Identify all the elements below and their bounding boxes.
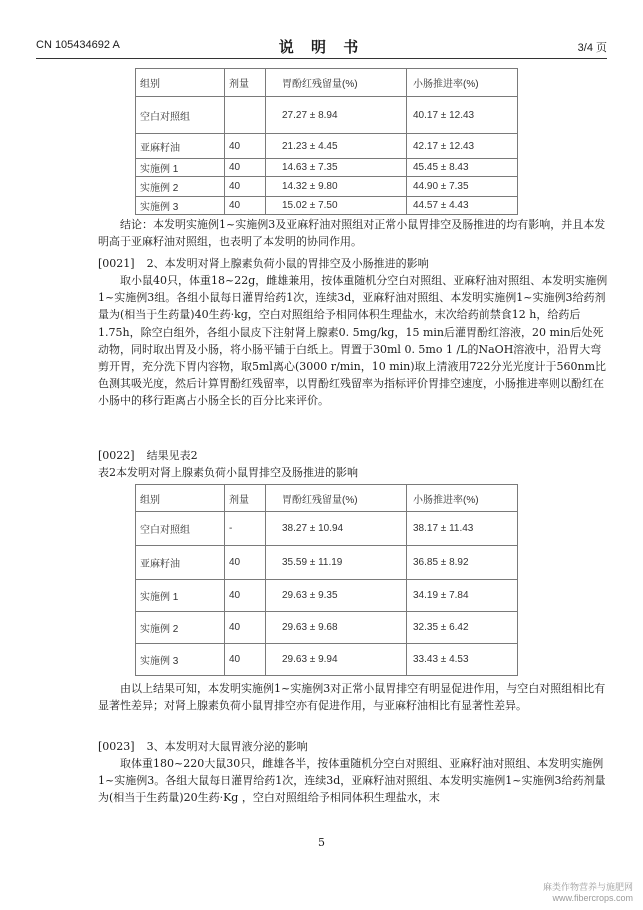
table-cell bbox=[225, 97, 266, 134]
header-divider bbox=[36, 58, 607, 59]
table-cell: 29.63 ± 9.68 bbox=[266, 612, 407, 644]
table-cell: 实施例 3 bbox=[136, 197, 225, 215]
table-cell: 40 bbox=[225, 612, 266, 644]
table-row bbox=[136, 580, 518, 612]
page-number: 5 bbox=[318, 836, 325, 849]
table-cell: 35.59 ± 11.19 bbox=[266, 546, 407, 580]
table-cell: 32.35 ± 6.42 bbox=[407, 612, 518, 644]
watermark bbox=[543, 882, 633, 904]
table-cell: 40 bbox=[225, 159, 266, 177]
table-cell: 亚麻籽油 bbox=[136, 546, 225, 580]
table-cell: 空白对照组 bbox=[136, 512, 225, 546]
table-cell: 34.19 ± 7.84 bbox=[407, 580, 518, 612]
table-header-row bbox=[136, 69, 518, 97]
table-cell: 29.63 ± 9.35 bbox=[266, 580, 407, 612]
table-row bbox=[136, 546, 518, 580]
table-cell: 40 bbox=[225, 546, 266, 580]
table-header-row bbox=[136, 485, 518, 512]
paragraph-heading: 2、本发明对肾上腺素负荷小鼠的胃排空及小肠推进的影响 bbox=[146, 257, 429, 270]
paragraph-0022-heading bbox=[98, 447, 198, 463]
paragraph-0023-body: 取体重180~220大鼠30只，雌雄各半，按体重随机分空白对照组、亚麻籽油对照组、本发明实施例1~实施例3。各组大鼠每日灌胃给药1次，连续3d，亚麻籽油对照组、本发明实施例1~实施例3给药剂量为(相当于生药量)20生药·Kg ，空白对照组给予相同体积生理盐水，末 bbox=[98, 757, 606, 805]
conclusion-1: 结论：本发明实施例1~实施例3及亚麻籽油对照组对正常小鼠胃排空及肠推进的均有影响，并且本发明高于亚麻籽油对照组，也表明了本发明的协同作用。 bbox=[98, 218, 606, 249]
table-cell: - bbox=[225, 512, 266, 546]
paragraph-number: [0022] bbox=[98, 449, 135, 462]
table-1 bbox=[135, 68, 518, 215]
table-row bbox=[136, 177, 518, 197]
page-indicator: 3/4 页 bbox=[577, 42, 607, 54]
table-cell: 40 bbox=[225, 177, 266, 197]
patent-number: CN 105434692 A bbox=[36, 39, 120, 51]
table-cell: 45.45 ± 8.43 bbox=[407, 159, 518, 177]
table-cell: 21.23 ± 4.45 bbox=[266, 134, 407, 159]
table-row bbox=[136, 612, 518, 644]
paragraph-heading: 3、本发明对大鼠胃液分泌的影响 bbox=[146, 740, 308, 753]
table-cell: 40.17 ± 12.43 bbox=[407, 97, 518, 134]
table-row bbox=[136, 97, 518, 134]
table-header-cell: 组别 bbox=[136, 69, 225, 97]
paragraph-0023-heading bbox=[98, 738, 308, 754]
table-row bbox=[136, 134, 518, 159]
table-row bbox=[136, 512, 518, 546]
table-cell: 实施例 2 bbox=[136, 612, 225, 644]
table-cell: 15.02 ± 7.50 bbox=[266, 197, 407, 215]
table-cell: 实施例 1 bbox=[136, 159, 225, 177]
table-header-cell: 组别 bbox=[136, 485, 225, 512]
table-cell: 44.90 ± 7.35 bbox=[407, 177, 518, 197]
conclusion-2: 由以上结果可知，本发明实施例1~实施例3对正常小鼠胃排空有明显促进作用，与空白对照组相比有显著性差异；对肾上腺素负荷小鼠胃排空亦有促进作用，与亚麻籽油相比有显著性差异。 bbox=[98, 682, 606, 713]
paragraph-number: [0021] bbox=[98, 257, 135, 270]
table-cell: 38.17 ± 11.43 bbox=[407, 512, 518, 546]
table-header-cell: 小肠推进率(%) bbox=[407, 69, 518, 97]
table-cell: 38.27 ± 10.94 bbox=[266, 512, 407, 546]
table-cell: 27.27 ± 8.94 bbox=[266, 97, 407, 134]
table-row bbox=[136, 197, 518, 215]
table-cell: 36.85 ± 8.92 bbox=[407, 546, 518, 580]
table-2 bbox=[135, 484, 518, 676]
table-cell: 14.63 ± 7.35 bbox=[266, 159, 407, 177]
table-cell: 实施例 3 bbox=[136, 644, 225, 676]
table-2-caption: 表2本发明对肾上腺素负荷小鼠胃排空及肠推进的影响 bbox=[98, 466, 358, 479]
table-header-cell: 胃酚红残留量(%) bbox=[266, 69, 407, 97]
watermark-site-name: 麻类作物营养与施肥网 bbox=[542, 882, 633, 892]
table-row bbox=[136, 644, 518, 676]
table-cell: 空白对照组 bbox=[136, 97, 225, 134]
table-header-cell: 剂量 bbox=[225, 69, 266, 97]
table-cell: 亚麻籽油 bbox=[136, 134, 225, 159]
table-cell: 33.43 ± 4.53 bbox=[407, 644, 518, 676]
table-cell: 实施例 1 bbox=[136, 580, 225, 612]
table-row bbox=[136, 159, 518, 177]
table-cell: 40 bbox=[225, 644, 266, 676]
paragraph-0021-body: 取小鼠40只，体重18~22g，雌雄兼用，按体重随机分空白对照组、亚麻籽油对照组、本发明实施例1~实施例3组。各组小鼠每日灌胃给药1次，连续3d，亚麻籽油对照组、本发明实施例1~实施例3给药剂量为(相当于生药量)40生药·kg，空白对照组给予相同体积生理盐水，末次给药前禁食12 h，给药后1.75h，除空白组外，各组小鼠皮下注射肾上腺素0. 5mg/kg，15 min后灌胃酚红溶液，20 min后处死动物，同时取出胃及小肠，将小肠平铺于白纸上。胃置于30ml 0. 5mo 1 /L的NaOH溶液中，沿胃大弯剪开胃，充分洗下胃内容物，取5ml离心(3000 r/min，10 min)取上清液用722分光光度计于560nm比色测其吸光度，然后计算胃酚红残留率，以胃酚红残留率为指标评价胃排空速度，小肠推进率则以酚红在小肠中的移行距离占小肠全长的百分比来评价。 bbox=[98, 274, 608, 408]
table-cell: 实施例 2 bbox=[136, 177, 225, 197]
page-header bbox=[36, 36, 607, 56]
paragraph-0021-heading bbox=[98, 255, 429, 271]
table-cell: 29.63 ± 9.94 bbox=[266, 644, 407, 676]
paragraph-number: [0023] bbox=[98, 740, 135, 753]
table-cell: 42.17 ± 12.43 bbox=[407, 134, 518, 159]
document-title: 说 明 书 bbox=[278, 38, 365, 56]
table-header-cell: 胃酚红残留量(%) bbox=[266, 485, 407, 512]
table-cell: 40 bbox=[225, 134, 266, 159]
table-cell: 40 bbox=[225, 580, 266, 612]
table-cell: 40 bbox=[225, 197, 266, 215]
table-header-cell: 剂量 bbox=[225, 485, 266, 512]
paragraph-heading: 结果见表2 bbox=[146, 449, 198, 462]
watermark-url: www.fibercrops.com bbox=[552, 893, 633, 903]
table-header-cell: 小肠推进率(%) bbox=[407, 485, 518, 512]
table-cell: 14.32 ± 9.80 bbox=[266, 177, 407, 197]
table-cell: 44.57 ± 4.43 bbox=[407, 197, 518, 215]
